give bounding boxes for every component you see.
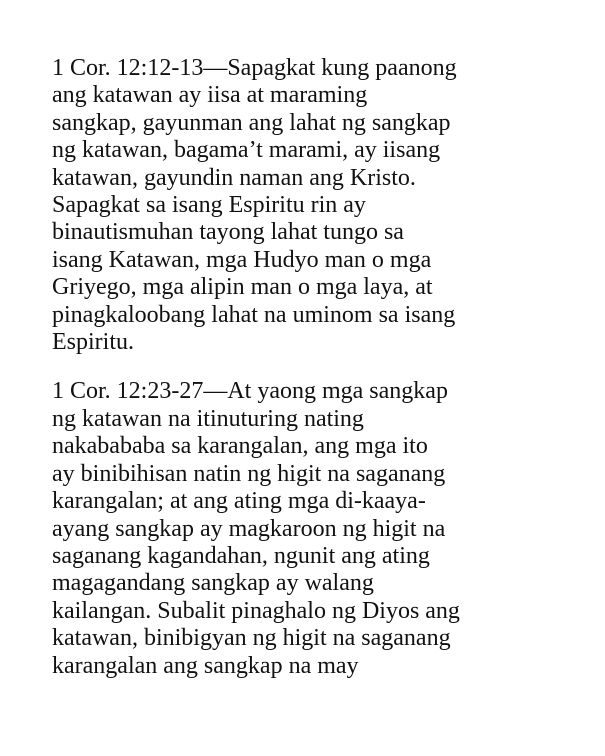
paragraph-line: 1 Cor. 12:12-13—Sapagkat kung paanong bbox=[52, 55, 457, 81]
paragraph-line: binautismuhan tayong lahat tungo sa bbox=[52, 219, 404, 246]
paragraph-line: katawan, gayundin naman ang Kristo. bbox=[52, 164, 416, 191]
paragraph-1-corinthians-12-12-13 bbox=[52, 55, 562, 356]
paragraph-line: saganang kagandahan, ngunit ang ating bbox=[52, 542, 430, 569]
paragraph-line: kailangan. Subalit pinaghalo ng Diyos ang bbox=[52, 597, 460, 624]
paragraph-line: ng katawan, bagama’t marami, ay iisang bbox=[52, 137, 441, 164]
paragraph-line: pinagkaloobang lahat na uminom sa isang bbox=[52, 301, 456, 328]
paragraph-line: karangalan; at ang ating mga di-kaaya- bbox=[52, 488, 426, 515]
paragraph-line: Griyego, mga alipin man o mga laya, at bbox=[52, 274, 433, 301]
paragraph-line: karangalan ang sangkap na may bbox=[52, 652, 359, 679]
paragraph-line: Espiritu. bbox=[52, 329, 134, 356]
paragraph-1-corinthians-12-23-27 bbox=[52, 378, 562, 679]
paragraph-line: ayang sangkap ay magkaroon ng higit na bbox=[52, 515, 446, 542]
paragraph-line: ang katawan ay iisa at maraming bbox=[52, 82, 368, 109]
paragraph-line: ay binibihisan natin ng higit na saganang bbox=[52, 460, 446, 487]
paragraph-line: ng katawan na itinuturing nating bbox=[52, 405, 364, 432]
paragraph-line: magagandang sangkap ay walang bbox=[52, 570, 374, 597]
paragraph-line: nakabababa sa karangalan, ang mga ito bbox=[52, 433, 428, 460]
paragraph-line: sangkap, gayunman ang lahat ng sangkap bbox=[52, 109, 451, 136]
paragraph-line: isang Katawan, mga Hudyo man o mga bbox=[52, 246, 432, 273]
paragraph-line: 1 Cor. 12:23-27—At yaong mga sangkap bbox=[52, 378, 448, 405]
paragraph-line: Sapagkat sa isang Espiritu rin ay bbox=[52, 192, 366, 219]
paragraph-line: katawan, binibigyan ng higit na saganang bbox=[52, 625, 451, 652]
document-page bbox=[52, 55, 562, 680]
